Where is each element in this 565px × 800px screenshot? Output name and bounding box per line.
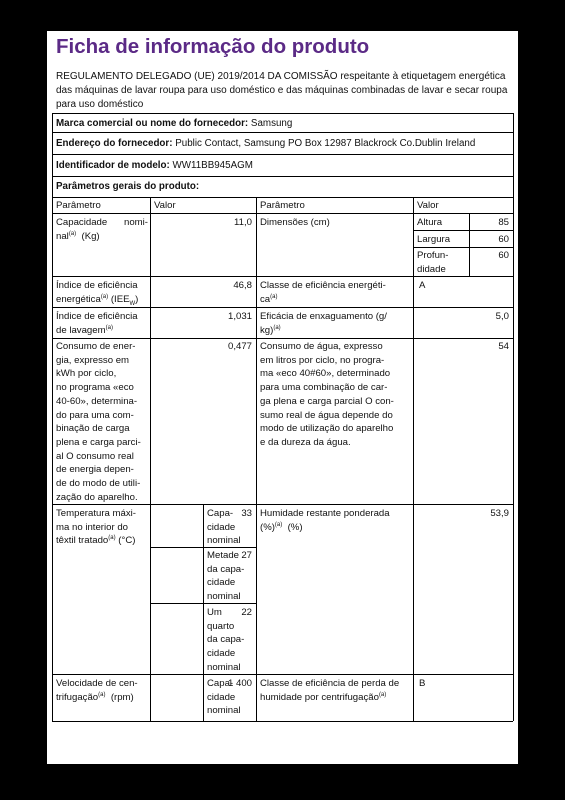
temp-half-capacity-value: 27 — [241, 550, 252, 561]
rule — [413, 197, 414, 721]
depth-label: Profun- didade — [417, 250, 449, 275]
rule — [150, 197, 151, 721]
eei-value: 46,8 — [233, 280, 252, 291]
temp-full-capacity-value: 33 — [241, 508, 252, 519]
address-value: Public Contact, Samsung PO Box 12987 Blackrock Co.Dublin Ireland — [175, 138, 476, 149]
temp-quarter-capacity-value: 22 — [241, 607, 252, 618]
rule — [413, 247, 513, 248]
model-value: WW11BB945AGM — [172, 160, 253, 171]
eei-label: Índice de eficiência energética$^{(a)}$ $(IEE_W)$ — [56, 280, 139, 307]
spin-class-value: B — [419, 678, 426, 689]
water-consumption-value: 54 — [498, 341, 509, 352]
energy-class-value: A — [419, 280, 426, 291]
rule — [52, 113, 53, 721]
capacity-value: 11,0 — [234, 217, 252, 228]
rule — [256, 197, 257, 721]
rule — [52, 213, 513, 214]
temp-half-capacity-label: Metade da capa- cidade nominal — [207, 550, 245, 603]
regulation-text: REGULAMENTO DELEGADO (UE) 2019/2014 DA COMISSÃO respeitante à etiquetagem energética das máquinas de lavar roupa para uso doméstico e das máquinas combinadas de lavar e secar roupa para uso doméstico — [56, 71, 508, 110]
rule — [52, 132, 513, 133]
water-consumption-label: Consumo de água, expresso em litros por ciclo, no progra- ma «eco 40#60», determinado para uma combinação de car- ga plena e carga parcial O con- sumo real de água depende do modo de utilização do aparelho e da dureza da água. — [260, 341, 394, 448]
humidity-value: 53,9 — [490, 508, 509, 519]
max-temp-label: Temperatura máxi- ma no interior do têxtil tratado$^{(a)}$ (°C) — [56, 508, 136, 547]
spin-capacity-label: Capa- cidade nominal — [207, 678, 241, 717]
depth-value: 60 — [498, 250, 509, 261]
rule — [52, 338, 513, 339]
header-param: Parâmetro — [56, 200, 101, 211]
height-value: 85 — [498, 217, 509, 228]
temp-quarter-capacity-label: Um quarto da capa- cidade nominal — [207, 607, 245, 673]
rule — [52, 674, 513, 675]
spin-class-label: Classe de eficiência de perda de humidade por centrifugação$^{(a)}$ — [260, 678, 400, 703]
spin-speed-value: 1 400 — [227, 678, 252, 689]
wash-index-label: Índice de eficiência de lavagem$^{(a)}$ — [56, 311, 138, 336]
header-value: Valor — [417, 200, 439, 211]
width-value: 60 — [498, 234, 509, 245]
width-label: Largura — [417, 234, 451, 245]
supplier-label: Marca comercial ou nome do fornecedor: — [56, 118, 249, 129]
dimensions-label: Dimensões (cm) — [260, 217, 330, 228]
rule — [52, 197, 513, 198]
product-info-sheet — [47, 31, 518, 764]
temp-full-capacity-label: Capa- cidade nominal — [207, 508, 241, 547]
header-value: Valor — [154, 200, 176, 211]
rule — [52, 307, 513, 308]
height-label: Altura — [417, 217, 443, 228]
model-row — [56, 160, 508, 171]
model-label: Identificador de modelo: — [56, 160, 170, 171]
humidity-label: Humidade restante ponderada (%)$^{(a)}$ (%) — [260, 508, 390, 533]
rule — [203, 504, 204, 721]
energy-consumption-label: Consumo de ener- gia, expresso em kWh por ciclo, no programa «eco 40-60», determina- do para uma com- binação de carga plena e carga parci- al O consumo real de energia depen- de do modo de utili- zação do aparelho. — [56, 341, 141, 503]
header-param: Parâmetro — [260, 200, 305, 211]
rinse-value: 5,0 — [495, 311, 509, 322]
page-title: Ficha de informação do produto — [56, 35, 370, 58]
rule — [413, 230, 513, 231]
capacity-label: Capacidade nomi- nal$^{(a)}$ (Kg) — [56, 217, 148, 242]
general-params-heading: Parâmetros gerais do produto: — [56, 181, 200, 192]
rule — [469, 213, 470, 276]
energy-consumption-value: 0,477 — [227, 341, 252, 352]
rule — [513, 113, 514, 721]
address-row — [56, 138, 508, 149]
rule — [52, 154, 513, 155]
energy-class-label: Classe de eficiência energéti- $ca^{(a)}$ — [260, 280, 386, 305]
address-label: Endereço do fornecedor: — [56, 138, 173, 149]
supplier-value: Samsung — [250, 118, 293, 129]
spin-speed-label: Velocidade de cen- trifugação$^{(a)}$ (rpm) — [56, 678, 138, 703]
wash-index-value: 1,031 — [227, 311, 252, 322]
supplier-row — [56, 118, 508, 129]
rinse-label: Eficácia de enxaguamento (g/ kg)$^{(a)}$ — [260, 311, 387, 336]
rule — [52, 721, 513, 722]
rule — [52, 176, 513, 177]
rule — [52, 113, 513, 114]
